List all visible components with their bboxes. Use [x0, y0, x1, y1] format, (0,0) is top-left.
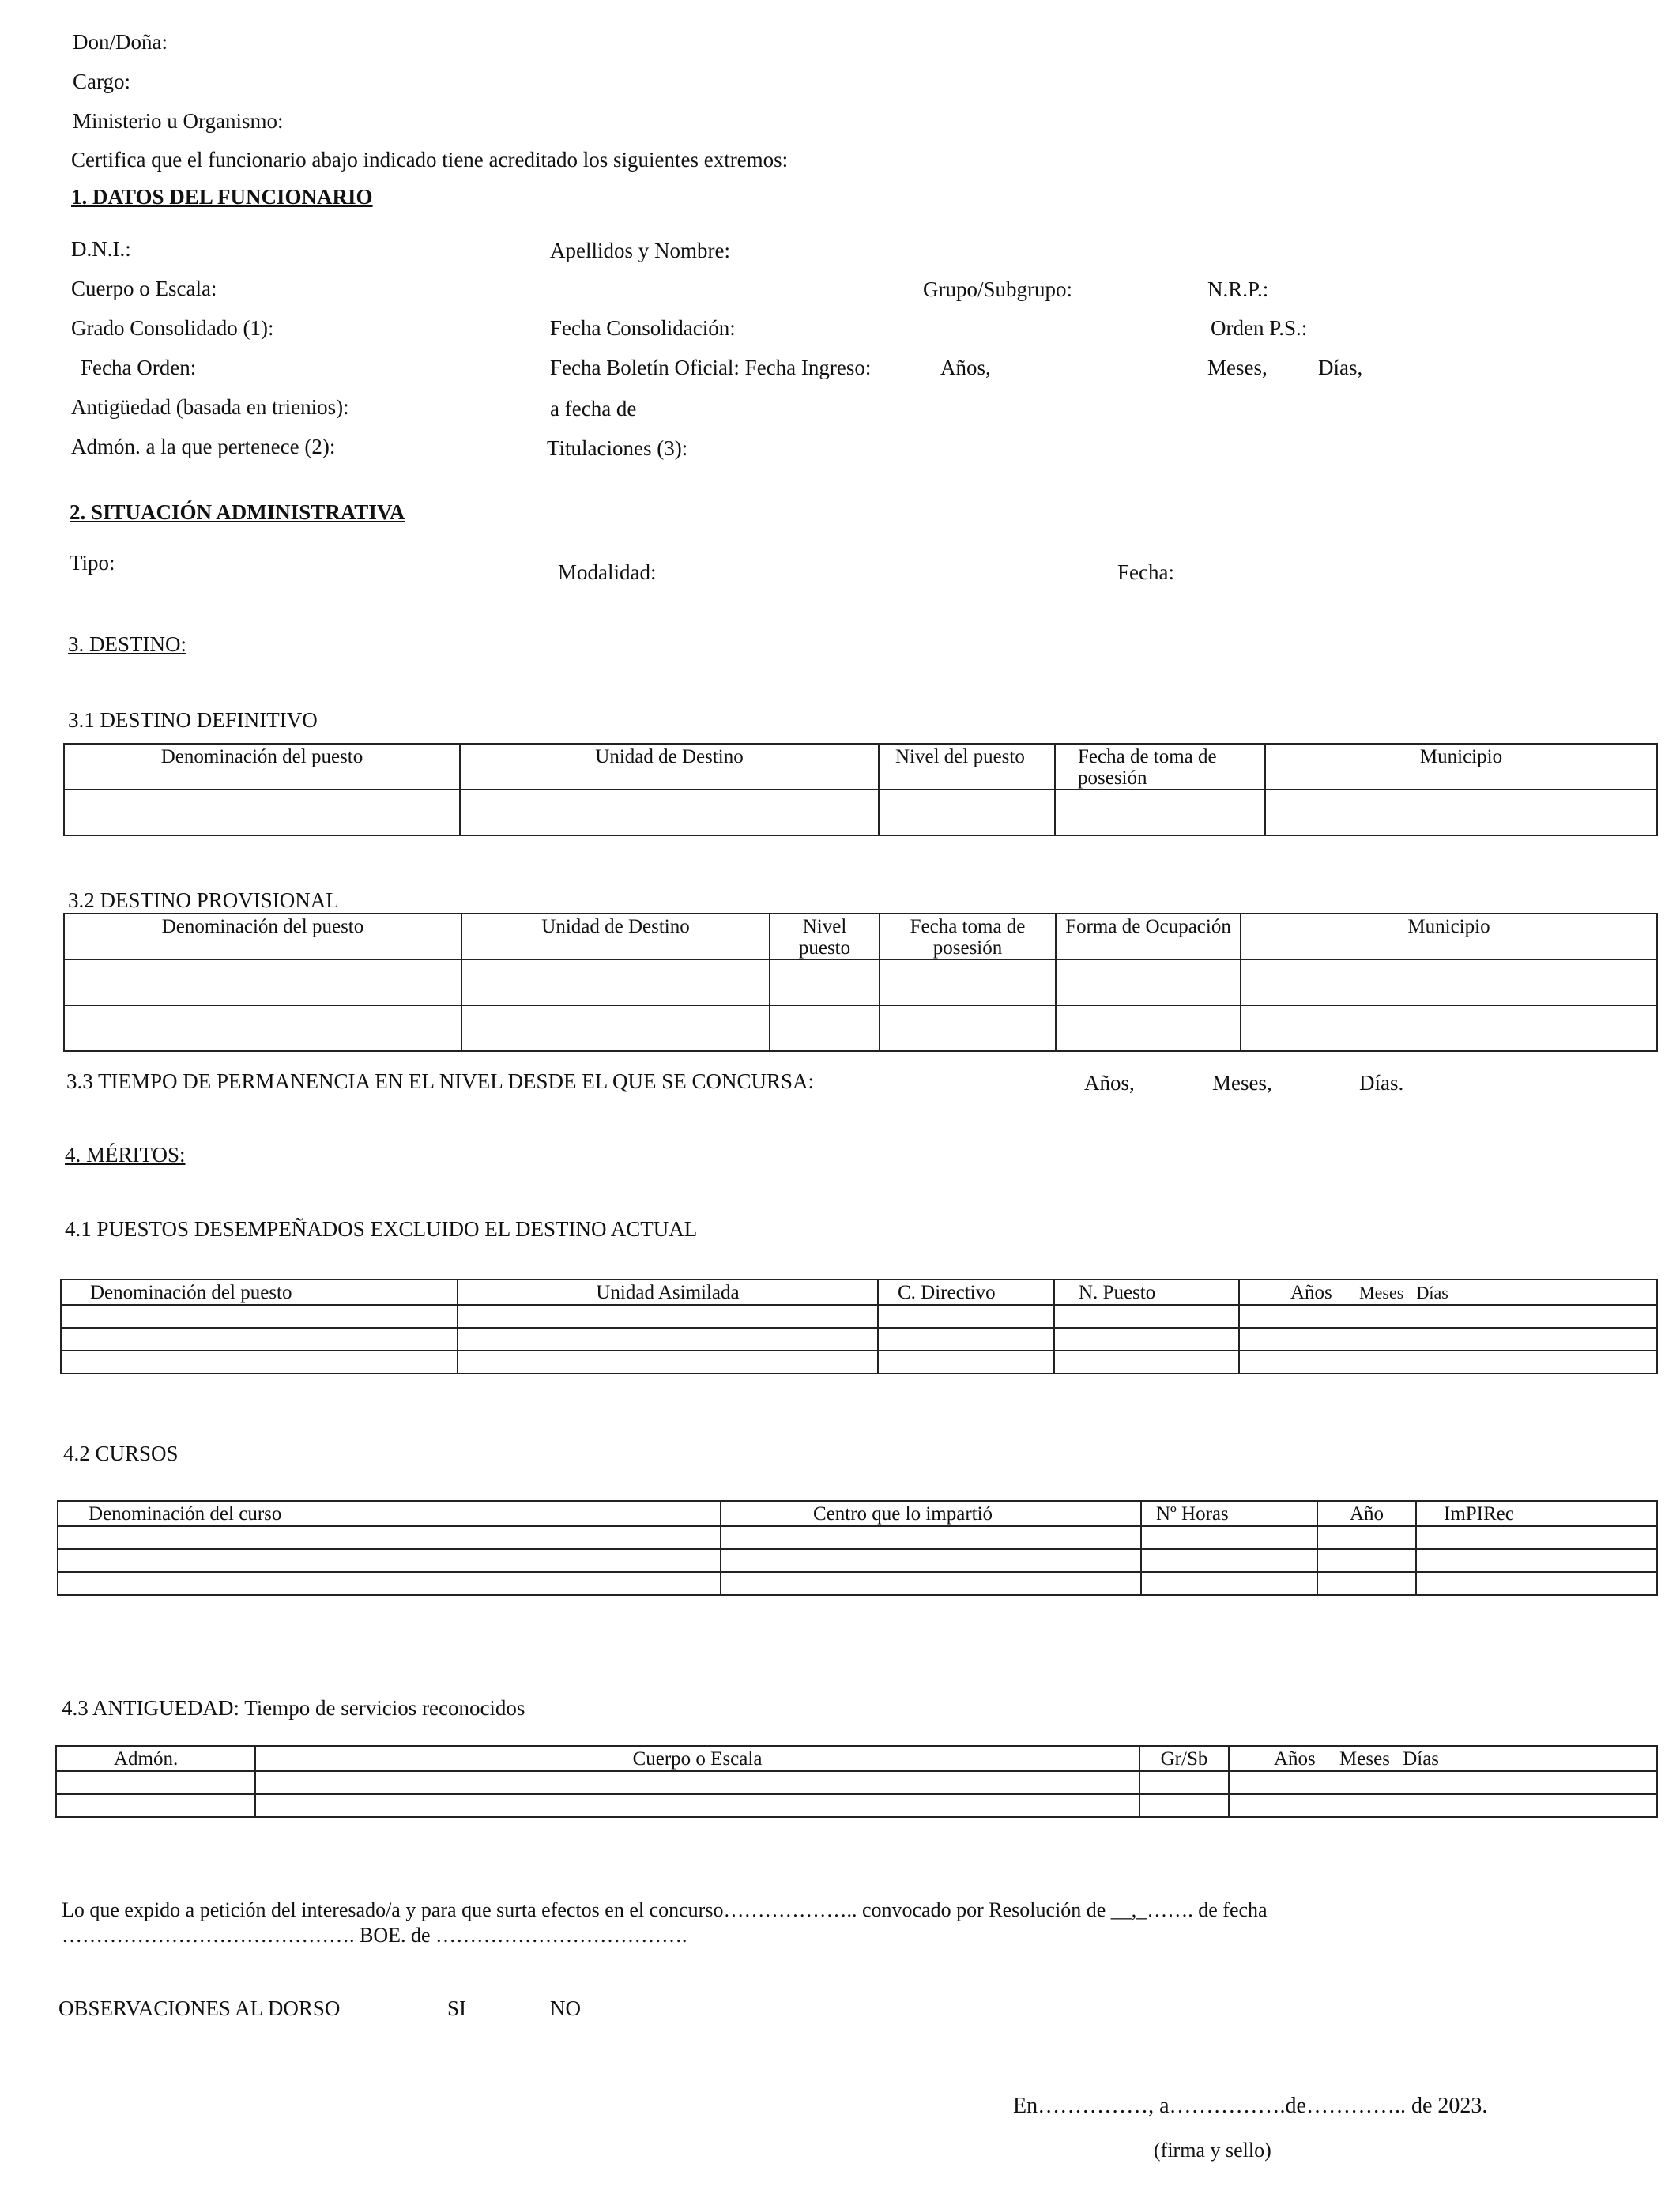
- orden-ps-label: Orden P.S.:: [1211, 316, 1308, 340]
- cargo-label: Cargo:: [73, 70, 130, 93]
- header-cell: Denominación del curso: [58, 1501, 721, 1526]
- antiguedad-table: [55, 1745, 1658, 1818]
- table-cell[interactable]: [770, 959, 880, 1005]
- table-cell[interactable]: [1239, 1328, 1657, 1351]
- table-cell[interactable]: [1239, 1305, 1657, 1328]
- header-cell: Denominación del puesto: [64, 914, 461, 959]
- section42-title: 4.2 CURSOS: [63, 1442, 179, 1465]
- header-cell: Denominación del puesto: [61, 1280, 458, 1305]
- tipo-label: Tipo:: [70, 551, 115, 575]
- header-cell: Fecha toma de posesión: [880, 914, 1056, 959]
- anos-header: Años: [1290, 1282, 1332, 1303]
- section43-title: 4.3 ANTIGUEDAD: Tiempo de servicios reconocidos: [62, 1696, 525, 1720]
- table-cell[interactable]: [1416, 1526, 1657, 1549]
- dias-label: Días,: [1318, 356, 1363, 379]
- header-cell: Municipio: [1241, 914, 1657, 959]
- anos-label: Años,: [940, 356, 991, 379]
- table-cell[interactable]: [1416, 1549, 1657, 1572]
- table-cell[interactable]: [1229, 1771, 1657, 1794]
- antiguedad-label: Antigüedad (basada en trienios):: [71, 395, 349, 419]
- table-cell[interactable]: [64, 1005, 461, 1051]
- header-cell: [1239, 1280, 1657, 1305]
- fecha-orden-label: Fecha Orden:: [81, 356, 197, 379]
- table-cell[interactable]: [721, 1549, 1141, 1572]
- admon-label: Admón. a la que pertenece (2):: [71, 435, 336, 458]
- header-cell: Nivel puesto: [770, 914, 880, 959]
- dni-label: D.N.I.:: [71, 237, 131, 261]
- header-cell: Admón.: [56, 1746, 255, 1771]
- don-dona-label: Don/Doña:: [73, 30, 168, 54]
- table-cell[interactable]: [64, 790, 460, 835]
- table-cell[interactable]: [1317, 1572, 1416, 1595]
- ministerio-label: Ministerio u Organismo:: [73, 109, 284, 133]
- meses-header: Meses: [1359, 1283, 1404, 1302]
- header-cell: Denominación del puesto: [64, 744, 460, 790]
- firma-label: (firma y sello): [1154, 2139, 1271, 2162]
- table-cell[interactable]: [770, 1005, 880, 1051]
- anos-header: Años: [1274, 1748, 1316, 1770]
- table-cell[interactable]: [1317, 1526, 1416, 1549]
- section31-title: 3.1 DESTINO DEFINITIVO: [68, 708, 318, 732]
- table-cell[interactable]: [255, 1794, 1139, 1817]
- table-cell[interactable]: [1141, 1526, 1317, 1549]
- expido-line2: ……………………………………. BOE. de ……………………………….: [62, 1924, 687, 1947]
- header-cell: Fecha de toma de posesión: [1055, 744, 1265, 790]
- table-cell[interactable]: [1056, 1005, 1241, 1051]
- table-cell[interactable]: [61, 1305, 458, 1328]
- header-cell: Nivel del puesto: [879, 744, 1055, 790]
- cursos-table: [57, 1500, 1658, 1596]
- table-cell[interactable]: [1054, 1305, 1239, 1328]
- lugar-fecha: En……………, a…………….de………….. de 2023.: [1013, 2094, 1488, 2118]
- section1-title: 1. DATOS DEL FUNCIONARIO: [71, 185, 373, 209]
- expido-line1: Lo que expido a petición del interesado/a y para que surta efectos en el concurso……………….. convocado por Resolución de __,_……. de fecha: [62, 1898, 1268, 1921]
- header-cell: Municipio: [1265, 744, 1657, 790]
- fecha-consolidacion-label: Fecha Consolidación:: [550, 316, 736, 340]
- header-cell: Unidad de Destino: [461, 914, 770, 959]
- header-cell: Cuerpo o Escala: [255, 1746, 1139, 1771]
- table-cell[interactable]: [721, 1572, 1141, 1595]
- table-cell[interactable]: [61, 1328, 458, 1351]
- meses-label: Meses,: [1207, 356, 1268, 379]
- table-cell[interactable]: [1241, 959, 1657, 1005]
- apellidos-label: Apellidos y Nombre:: [550, 239, 730, 262]
- table-cell[interactable]: [1055, 790, 1265, 835]
- table-cell[interactable]: [1317, 1549, 1416, 1572]
- header-cell: Unidad de Destino: [460, 744, 879, 790]
- table-cell[interactable]: [1139, 1771, 1229, 1794]
- table-cell[interactable]: [878, 1351, 1054, 1374]
- a-fecha-de-label: a fecha de: [550, 397, 637, 420]
- table-cell[interactable]: [878, 1305, 1054, 1328]
- table-cell[interactable]: [61, 1351, 458, 1374]
- table-cell[interactable]: [1241, 1005, 1657, 1051]
- fecha-boletin-label: Fecha Boletín Oficial: Fecha Ingreso:: [550, 356, 872, 379]
- table-cell[interactable]: [721, 1526, 1141, 1549]
- table-cell[interactable]: [58, 1572, 721, 1595]
- table-cell[interactable]: [1139, 1794, 1229, 1817]
- section32-title: 3.2 DESTINO PROVISIONAL: [68, 888, 339, 912]
- header-cell: ImPIRec: [1416, 1501, 1657, 1526]
- permanencia-label: 3.3 TIEMPO DE PERMANENCIA EN EL NIVEL DESDE EL QUE SE CONCURSA:: [66, 1069, 814, 1093]
- modalidad-label: Modalidad:: [558, 560, 657, 584]
- table-cell[interactable]: [56, 1794, 255, 1817]
- puestos-table: [60, 1279, 1658, 1374]
- table-cell[interactable]: [879, 790, 1055, 835]
- dias-header: Días: [1403, 1748, 1440, 1770]
- table-cell[interactable]: [58, 1549, 721, 1572]
- table-cell[interactable]: [1056, 959, 1241, 1005]
- section2-title: 2. SITUACIÓN ADMINISTRATIVA: [70, 500, 405, 524]
- table-cell[interactable]: [58, 1526, 721, 1549]
- permanencia-meses: Meses,: [1212, 1071, 1272, 1095]
- permanencia-dias: Días.: [1359, 1071, 1404, 1095]
- permanencia-anos: Años,: [1084, 1071, 1135, 1095]
- header-cell: Año: [1317, 1501, 1416, 1526]
- table-cell[interactable]: [461, 959, 770, 1005]
- section4-title: 4. MÉRITOS:: [65, 1143, 186, 1167]
- section3-title: 3. DESTINO:: [68, 632, 186, 656]
- header-cell: N. Puesto: [1054, 1280, 1239, 1305]
- table-cell[interactable]: [64, 959, 461, 1005]
- table-cell[interactable]: [1141, 1572, 1317, 1595]
- table-cell[interactable]: [56, 1771, 255, 1794]
- table-cell[interactable]: [1141, 1549, 1317, 1572]
- header-cell: Nº Horas: [1141, 1501, 1317, 1526]
- table-cell[interactable]: [458, 1328, 878, 1351]
- table-cell[interactable]: [461, 1005, 770, 1051]
- table-cell[interactable]: [255, 1771, 1139, 1794]
- nrp-label: N.R.P.:: [1207, 277, 1269, 301]
- table-cell[interactable]: [1239, 1351, 1657, 1374]
- table-cell[interactable]: [1229, 1794, 1657, 1817]
- table-cell[interactable]: [1054, 1328, 1239, 1351]
- certifica-text: Certifica que el funcionario abajo indicado tiene acreditado los siguientes extremos:: [71, 148, 789, 172]
- table-cell[interactable]: [878, 1328, 1054, 1351]
- table-cell[interactable]: [880, 1005, 1056, 1051]
- table-cell[interactable]: [1054, 1351, 1239, 1374]
- observaciones-si[interactable]: SI: [447, 1996, 467, 2020]
- fecha-label: Fecha:: [1117, 560, 1174, 584]
- header-cell: Gr/Sb: [1139, 1746, 1229, 1771]
- grado-label: Grado Consolidado (1):: [71, 316, 274, 340]
- titulaciones-label: Titulaciones (3):: [547, 436, 688, 460]
- observaciones-no[interactable]: NO: [550, 1996, 581, 2020]
- cuerpo-label: Cuerpo o Escala:: [71, 277, 217, 300]
- dias-header: Días: [1416, 1283, 1448, 1302]
- header-cell: Unidad Asimilada: [458, 1280, 878, 1305]
- header-cell: Forma de Ocupación: [1056, 914, 1241, 959]
- table-cell[interactable]: [458, 1305, 878, 1328]
- destino-provisional-table: [63, 913, 1658, 1052]
- section41-title: 4.1 PUESTOS DESEMPEÑADOS EXCLUIDO EL DESTINO ACTUAL: [65, 1217, 698, 1241]
- table-cell[interactable]: [458, 1351, 878, 1374]
- observaciones-label: OBSERVACIONES AL DORSO: [58, 1996, 341, 2020]
- header-cell: C. Directivo: [878, 1280, 1054, 1305]
- table-cell[interactable]: [880, 959, 1056, 1005]
- table-cell[interactable]: [460, 790, 879, 835]
- table-cell[interactable]: [1416, 1572, 1657, 1595]
- grupo-label: Grupo/Subgrupo:: [923, 277, 1072, 301]
- table-cell[interactable]: [1265, 790, 1657, 835]
- meses-header: Meses: [1339, 1748, 1390, 1770]
- header-cell: [1229, 1746, 1657, 1771]
- header-cell: Centro que lo impartió: [721, 1501, 1141, 1526]
- destino-definitivo-table: [63, 743, 1658, 836]
